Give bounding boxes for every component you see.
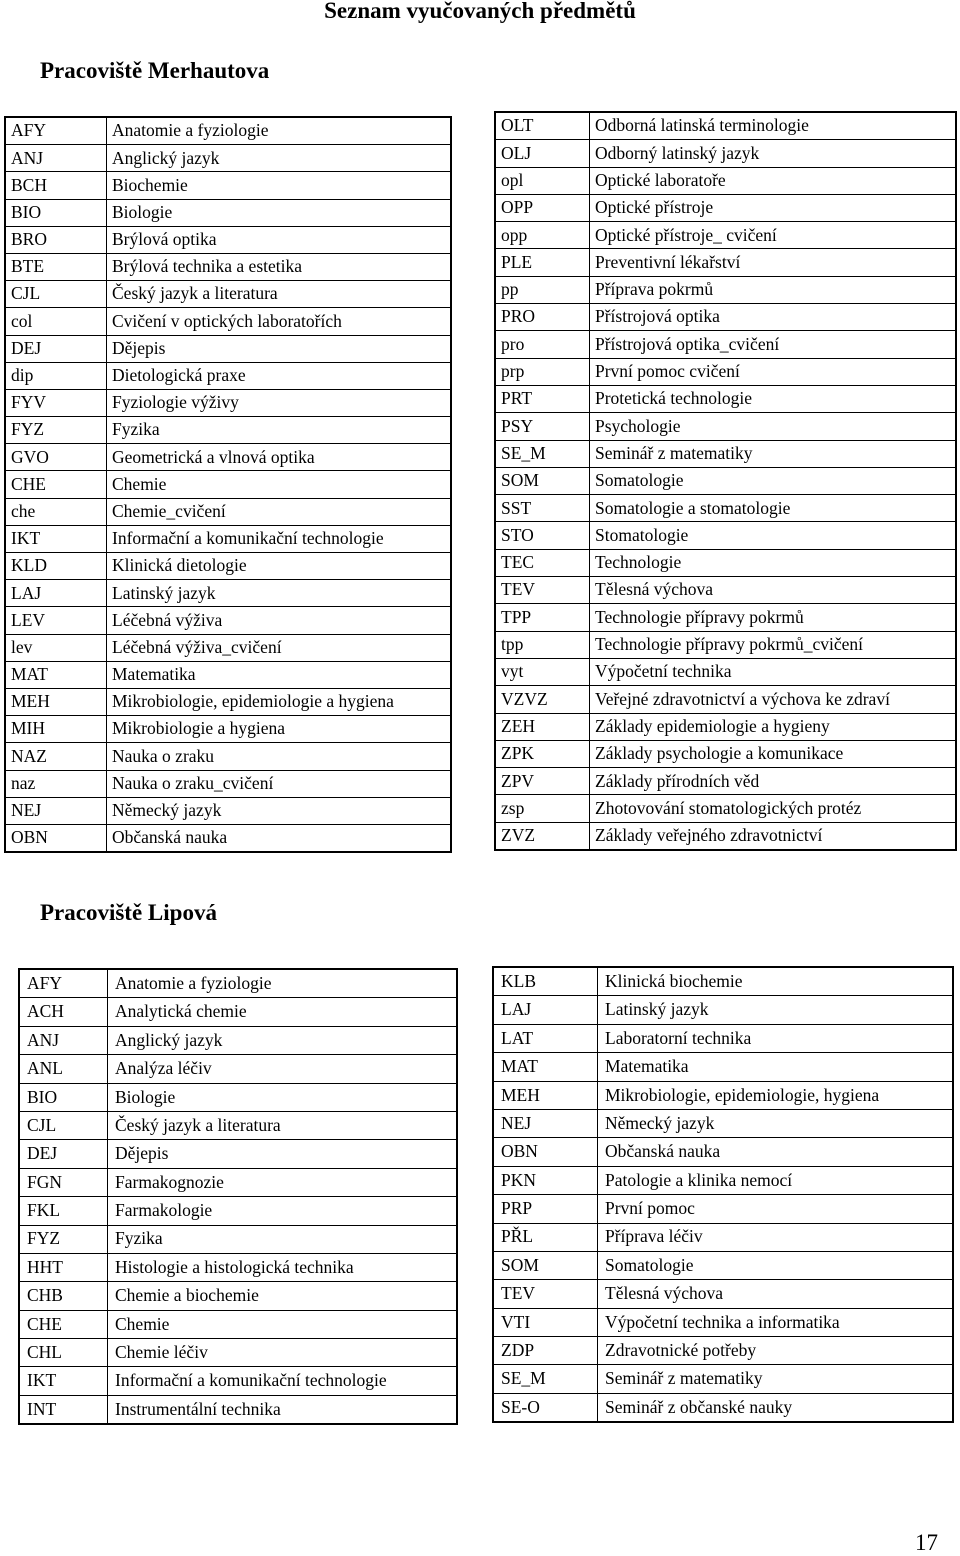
table-row [495,331,956,358]
table-row [495,795,956,822]
subject-code: pro [495,331,590,358]
subject-name: Německý jazyk [107,797,452,824]
subject-name: Německý jazyk [598,1109,954,1137]
table-row [495,467,956,494]
table-row [5,117,451,145]
table-row [495,358,956,385]
subject-name: Analytická chemie [108,998,458,1026]
subject-code: dip [5,362,107,389]
subject-code: tpp [495,631,590,658]
subject-code: ZEH [495,713,590,740]
subject-code: MEH [493,1081,598,1109]
subject-code: LAT [493,1024,598,1052]
subject-code: MEH [5,688,107,715]
subject-table-merhautova-right [494,111,957,851]
subject-code: PLE [495,249,590,276]
subject-name: Technologie přípravy pokrmů [590,604,957,631]
table-row [495,740,956,767]
table-row [495,413,956,440]
subject-name: Analýza léčiv [108,1055,458,1083]
subject-name: Technologie [590,549,957,576]
subject-name: Seminář z občanské nauky [598,1393,954,1422]
table-row [495,686,956,713]
subject-name: Základy veřejného zdravotnictví [590,822,957,850]
table-row [495,276,956,303]
subject-table-merhautova-left [4,116,452,853]
table-row [495,549,956,576]
table-row [5,688,451,715]
subject-name: Český jazyk a literatura [108,1111,458,1139]
table-row [493,1109,953,1137]
subject-name: Preventivní lékařství [590,249,957,276]
subject-name: Léčebná výživa [107,607,452,634]
table-row [493,1365,953,1393]
subject-name: Latinský jazyk [107,580,452,607]
subject-name: Informační a komunikační technologie [107,525,452,552]
subject-name: Dějepis [107,335,452,362]
subject-name: Základy psychologie a komunikace [590,740,957,767]
subject-name: Chemie [107,471,452,498]
table-row [495,631,956,658]
subject-code: SE-O [493,1393,598,1422]
section-heading-lipova: Pracoviště Lipová [40,900,217,925]
subject-code: GVO [5,444,107,471]
subject-name: Patologie a klinika nemocí [598,1166,954,1194]
table-row [5,362,451,389]
table-row [5,743,451,770]
table-row [495,822,956,850]
subject-name: Odborný latinský jazyk [590,140,957,167]
table-row [19,1225,457,1253]
table-row [495,658,956,685]
subject-code: INT [19,1395,108,1424]
subject-code: FGN [19,1168,108,1196]
subject-code: SE_M [495,440,590,467]
subject-code: opl [495,167,590,194]
table-row [493,1308,953,1336]
subject-name: Brýlová optika [107,226,452,253]
subject-name: Psychologie [590,413,957,440]
table-row [493,1223,953,1251]
table-row [5,281,451,308]
subject-code: prp [495,358,590,385]
subject-code: PKN [493,1166,598,1194]
table-row [493,1280,953,1308]
table-row [495,768,956,795]
subject-name: Histologie a histologická technika [108,1253,458,1281]
subject-code: LAJ [493,996,598,1024]
subject-name: Chemie a biochemie [108,1282,458,1310]
table-row [495,304,956,331]
subject-code: PRT [495,385,590,412]
subject-name: Stomatologie [590,522,957,549]
table-row [19,1282,457,1310]
subject-code: BCH [5,172,107,199]
subject-name: Základy epidemiologie a hygieny [590,713,957,740]
table-row [5,607,451,634]
subject-name: Nauka o zraku [107,743,452,770]
table-row [5,389,451,416]
subject-code: ANJ [5,145,107,172]
subject-code: BIO [5,199,107,226]
subject-code: SOM [495,467,590,494]
subject-code: PRP [493,1195,598,1223]
subject-name: Biochemie [107,172,452,199]
subject-code: BIO [19,1083,108,1111]
table-row [493,967,953,996]
table-row [493,1251,953,1279]
subject-code: TEC [495,549,590,576]
subject-code: CHL [19,1339,108,1367]
subject-name: Výpočetní technika [590,658,957,685]
table-row [19,1026,457,1054]
subject-code: PSY [495,413,590,440]
subject-code: SST [495,495,590,522]
subject-code: NEJ [493,1109,598,1137]
table-row [495,522,956,549]
subject-name: Přístrojová optika [590,304,957,331]
table-row [19,1367,457,1395]
subject-code: CJL [19,1111,108,1139]
table-row [495,385,956,412]
table-row [493,1138,953,1166]
subject-name: Tělesná výchova [598,1280,954,1308]
subject-code: naz [5,770,107,797]
subject-name: Fyzika [108,1225,458,1253]
subject-name: Optické laboratoře [590,167,957,194]
document-title: Seznam vyučovaných předmětů [324,0,636,23]
subject-code: MAT [5,661,107,688]
subject-code: DEJ [19,1140,108,1168]
table-row [5,770,451,797]
subject-name: Veřejné zdravotnictví a výchova ke zdraví [590,686,957,713]
subject-name: Chemie [108,1310,458,1338]
subject-name: Laboratorní technika [598,1024,954,1052]
subject-code: CHE [19,1310,108,1338]
subject-code: KLB [493,967,598,996]
subject-name: Cvičení v optických laboratořích [107,308,452,335]
table-row [5,253,451,280]
subject-code: ZVZ [495,822,590,850]
table-row [5,498,451,525]
table-row [5,553,451,580]
subject-code: STO [495,522,590,549]
subject-code: BRO [5,226,107,253]
table-row [495,713,956,740]
subject-code: ZPV [495,768,590,795]
subject-name: Farmakologie [108,1197,458,1225]
subject-code: FYZ [5,417,107,444]
subject-code: AFY [5,117,107,145]
subject-name: Zdravotnické potřeby [598,1337,954,1365]
table-row [495,577,956,604]
table-row [495,604,956,631]
subject-code: lev [5,634,107,661]
subject-name: Klinická dietologie [107,553,452,580]
table-row [19,1395,457,1424]
subject-code: FYV [5,389,107,416]
table-row [5,335,451,362]
table-row [5,308,451,335]
subject-code: che [5,498,107,525]
table-row [493,996,953,1024]
table-row [5,634,451,661]
subject-name: První pomoc cvičení [590,358,957,385]
subject-code: ZPK [495,740,590,767]
subject-code: LAJ [5,580,107,607]
subject-name: Seminář z matematiky [590,440,957,467]
subject-code: SE_M [493,1365,598,1393]
subject-name: Protetická technologie [590,385,957,412]
table-row [19,1197,457,1225]
subject-code: NEJ [5,797,107,824]
table-row [493,1081,953,1109]
section-heading-merhautova: Pracoviště Merhautova [40,58,270,83]
subject-name: Technologie přípravy pokrmů_cvičení [590,631,957,658]
subject-code: TEV [495,577,590,604]
subject-name: Fyziologie výživy [107,389,452,416]
table-row [5,417,451,444]
subject-name: Somatologie a stomatologie [590,495,957,522]
table-row [5,797,451,824]
subject-name: Matematika [107,661,452,688]
subject-name: Přístrojová optika_cvičení [590,331,957,358]
subject-name: Somatologie [598,1251,954,1279]
subject-code: NAZ [5,743,107,770]
table-row [19,1339,457,1367]
subject-name: Farmakognozie [108,1168,458,1196]
subject-name: Geometrická a vlnová optika [107,444,452,471]
subject-code: OPP [495,194,590,221]
table-row [5,172,451,199]
table-row [5,145,451,172]
subject-code: ACH [19,998,108,1026]
subject-name: Zhotovování stomatologických protéz [590,795,957,822]
subject-code: zsp [495,795,590,822]
page-number: 17 [915,1530,938,1555]
subject-code: OLJ [495,140,590,167]
subject-name: Instrumentální technika [108,1395,458,1424]
subject-code: CJL [5,281,107,308]
table-row [495,167,956,194]
subject-code: MIH [5,716,107,743]
table-row [495,440,956,467]
subject-name: Anatomie a fyziologie [108,969,458,998]
subject-name: Odborná latinská terminologie [590,112,957,140]
subject-code: vyt [495,658,590,685]
subject-code: TPP [495,604,590,631]
subject-code: TEV [493,1280,598,1308]
subject-name: Fyzika [107,417,452,444]
table-row [5,444,451,471]
table-row [5,824,451,852]
subject-name: První pomoc [598,1195,954,1223]
subject-name: Somatologie [590,467,957,494]
subject-name: Občanská nauka [107,824,452,852]
subject-code: OBN [493,1138,598,1166]
subject-name: Mikrobiologie, epidemiologie a hygiena [107,688,452,715]
table-row [495,112,956,140]
table-row [5,525,451,552]
table-row [5,661,451,688]
subject-table-lipova-left [18,968,458,1425]
subject-table-lipova-right [492,966,954,1423]
subject-code: IKT [5,525,107,552]
subject-code: DEJ [5,335,107,362]
table-row [495,495,956,522]
subject-name: Základy přírodních věd [590,768,957,795]
subject-name: Anatomie a fyziologie [107,117,452,145]
table-row [493,1166,953,1194]
subject-name: Chemie léčiv [108,1339,458,1367]
table-row [493,1195,953,1223]
table-row [19,1111,457,1139]
table-row [5,580,451,607]
subject-code: VZVZ [495,686,590,713]
table-row [493,1393,953,1422]
subject-code: ANL [19,1055,108,1083]
subject-code: SOM [493,1251,598,1279]
table-row [495,194,956,221]
subject-name: Tělesná výchova [590,577,957,604]
subject-code: ZDP [493,1337,598,1365]
subject-code: KLD [5,553,107,580]
subject-name: Biologie [108,1083,458,1111]
subject-name: Optické přístroje_ cvičení [590,222,957,249]
subject-code: pp [495,276,590,303]
table-row [493,1053,953,1081]
subject-code: CHE [5,471,107,498]
subject-name: Příprava léčiv [598,1223,954,1251]
table-row [19,1140,457,1168]
subject-code: MAT [493,1053,598,1081]
subject-name: Nauka o zraku_cvičení [107,770,452,797]
subject-name: Matematika [598,1053,954,1081]
subject-code: CHB [19,1282,108,1310]
subject-code: PRO [495,304,590,331]
table-row [493,1024,953,1052]
subject-name: Občanská nauka [598,1138,954,1166]
table-row [19,1253,457,1281]
subject-name: Anglický jazyk [108,1026,458,1054]
table-row [19,1055,457,1083]
subject-name: Brýlová technika a estetika [107,253,452,280]
subject-name: Mikrobiologie, epidemiologie, hygiena [598,1081,954,1109]
subject-code: AFY [19,969,108,998]
subject-name: Dějepis [108,1140,458,1168]
subject-name: Dietologická praxe [107,362,452,389]
subject-name: Klinická biochemie [598,967,954,996]
table-row [5,199,451,226]
subject-name: Chemie_cvičení [107,498,452,525]
table-row [19,1083,457,1111]
subject-code: VTI [493,1308,598,1336]
table-row [5,471,451,498]
subject-name: Seminář z matematiky [598,1365,954,1393]
table-row [5,716,451,743]
subject-name: Biologie [107,199,452,226]
table-row [495,222,956,249]
subject-name: Anglický jazyk [107,145,452,172]
subject-code: ANJ [19,1026,108,1054]
table-row [19,1310,457,1338]
subject-code: BTE [5,253,107,280]
table-row [495,249,956,276]
subject-name: Latinský jazyk [598,996,954,1024]
table-row [19,998,457,1026]
table-row [493,1337,953,1365]
subject-name: Optické přístroje [590,194,957,221]
table-row [5,226,451,253]
subject-code: PŘL [493,1223,598,1251]
subject-name: Léčebná výživa_cvičení [107,634,452,661]
subject-code: FKL [19,1197,108,1225]
subject-name: Informační a komunikační technologie [108,1367,458,1395]
table-row [495,140,956,167]
subject-code: FYZ [19,1225,108,1253]
subject-name: Výpočetní technika a informatika [598,1308,954,1336]
table-row [19,1168,457,1196]
subject-name: Český jazyk a literatura [107,281,452,308]
subject-code: HHT [19,1253,108,1281]
subject-code: OLT [495,112,590,140]
subject-name: Mikrobiologie a hygiena [107,716,452,743]
subject-code: LEV [5,607,107,634]
table-row [19,969,457,998]
subject-code: OBN [5,824,107,852]
subject-code: opp [495,222,590,249]
subject-code: col [5,308,107,335]
subject-code: IKT [19,1367,108,1395]
subject-name: Příprava pokrmů [590,276,957,303]
